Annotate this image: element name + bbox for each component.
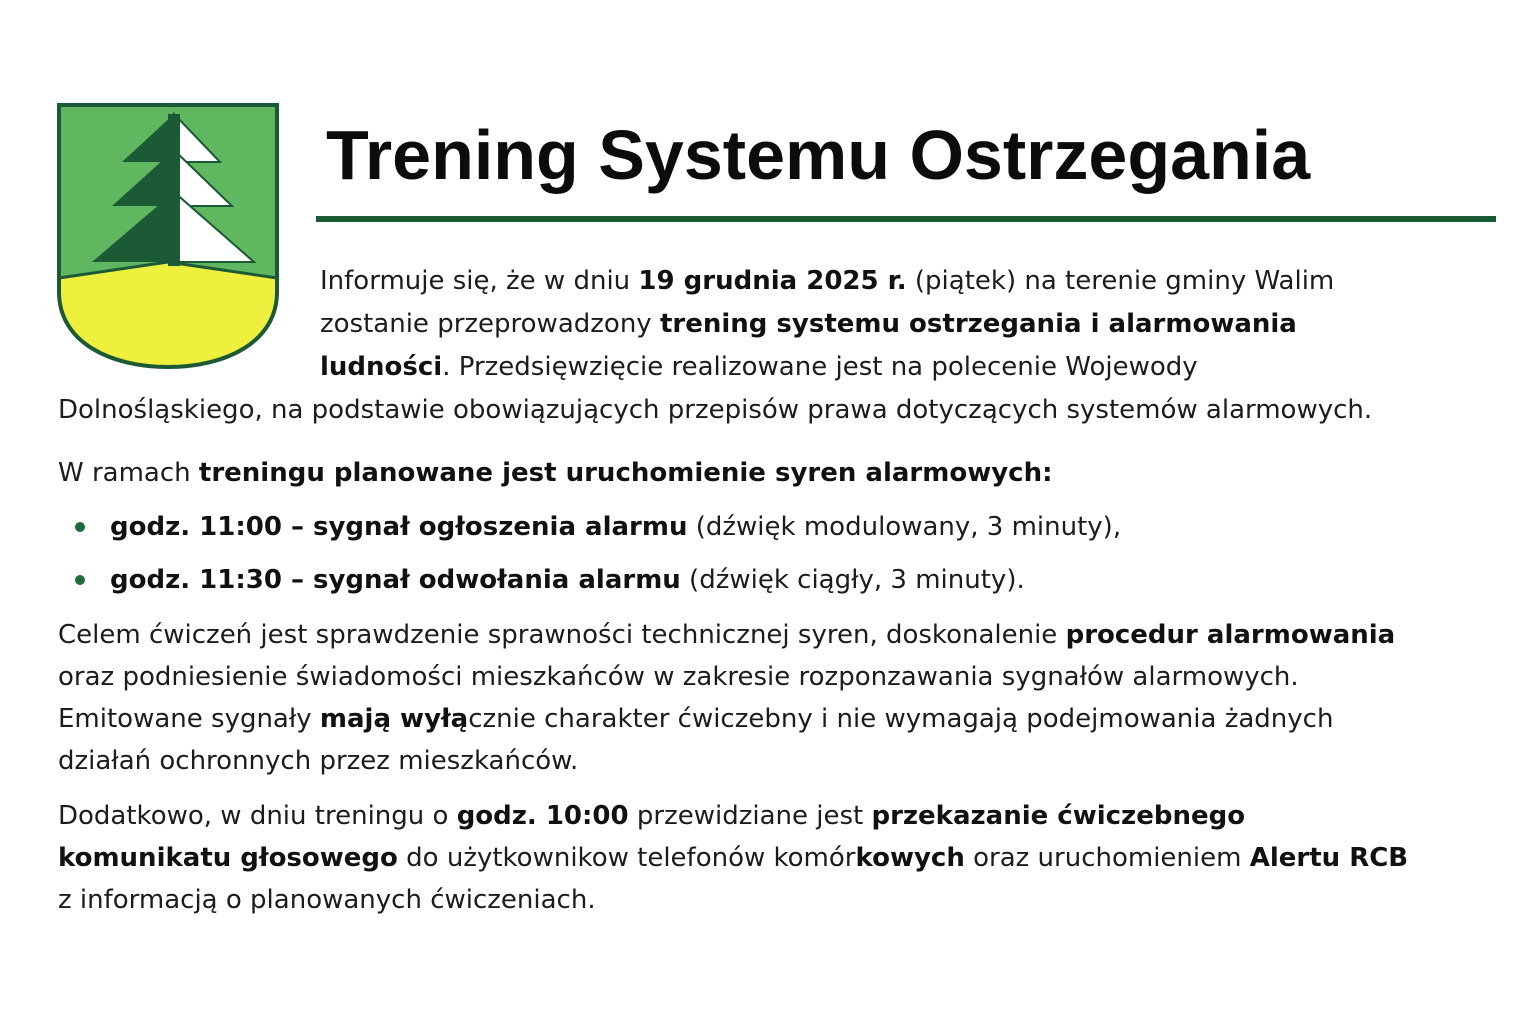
extra-line-1: Dodatkowo, w dniu treningu o godz. 10:00 przewidziane jest przekazanie ćwiczebnego — [58, 801, 1246, 831]
intro-line-1: Informuje się, że w dniu 19 grudnia 2025 r. (piątek) na terenie gminy Walim — [320, 266, 1335, 296]
page-title: Trening Systemu Ostrzegania — [326, 116, 1311, 194]
list-item: godz. 11:30 – sygnał odwołania alarmu (dźwięk ciągły, 3 minuty). — [110, 565, 1025, 595]
walim-coat-of-arms — [56, 102, 280, 370]
crest-yellow-field — [59, 262, 277, 367]
sirens-intro: W ramach treningu planowane jest uruchomienie syren alarmowych: — [58, 458, 1053, 488]
intro-line-3: ludności. Przedsięwzięcie realizowane jest na polecenie Wojewody — [320, 352, 1198, 382]
goal-line-4: działań ochronnych przez mieszkańców. — [58, 746, 579, 776]
bullet-icon — [75, 575, 85, 585]
extra-line-2: komunikatu głosowego do użytkownikow telefonów komórkowych oraz uruchomieniem Alertu RCB — [58, 843, 1409, 873]
goal-line-3: Emitowane sygnały mają wyłącznie charakter ćwiczebny i nie wymagają podejmowania żadnych — [58, 704, 1334, 734]
goal-line-1: Celem ćwiczeń jest sprawdzenie sprawności technicznej syren, doskonalenie procedur alarmowania — [58, 620, 1396, 650]
intro-line-4: Dolnośląskiego, na podstawie obowiązujących przepisów prawa dotyczących systemów alarmowych. — [58, 395, 1373, 425]
goal-line-2: oraz podniesienie świadomości mieszkańców w zakresie rozponzawania sygnałów alarmowych. — [58, 662, 1299, 692]
title-divider — [316, 216, 1496, 222]
extra-line-3: z informacją o planowanych ćwiczeniach. — [58, 885, 596, 915]
list-item: godz. 11:00 – sygnał ogłoszenia alarmu (dźwięk modulowany, 3 minuty), — [110, 512, 1122, 542]
bullet-icon — [75, 522, 85, 532]
intro-line-2: zostanie przeprowadzony trening systemu ostrzegania i alarmowania — [320, 309, 1297, 339]
